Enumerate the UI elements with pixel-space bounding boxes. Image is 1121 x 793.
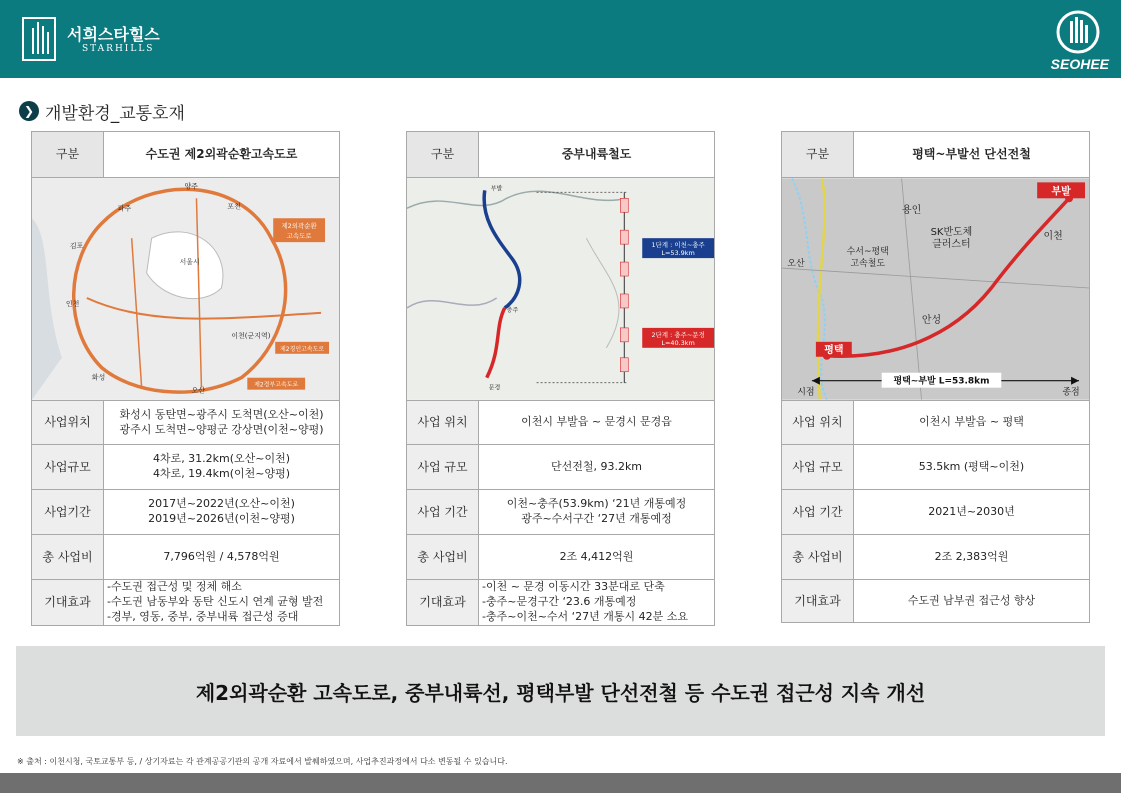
row-label: 사업 규모 — [407, 445, 479, 490]
brand-name: 서희스타힐스 — [67, 25, 160, 44]
svg-text:부발: 부발 — [1051, 186, 1071, 198]
summary-banner — [16, 646, 1105, 736]
svg-text:평택~부발 L=53.8km: 평택~부발 L=53.8km — [893, 376, 990, 387]
brand-sub: STARHILLS — [82, 44, 155, 54]
row-label: 사업규모 — [32, 445, 104, 490]
expressway-map — [32, 178, 339, 400]
svg-text:충주: 충주 — [506, 306, 519, 314]
value-line: 화성시 동탄면~광주시 도척면(오산~이천) — [119, 407, 324, 421]
source-footnote: ※ 출처 : 이천시청, 국토교통부 등, / 상기자료는 각 관계공공기관의 공개 자료에서 발췌하였으며, 사업추진과정에서 다소 변동될 수 있습니다. — [17, 757, 508, 766]
svg-text:제2경부고속도로: 제2경부고속도로 — [254, 381, 299, 389]
panel-pyeongtaek-bubal — [781, 131, 1090, 623]
header-label: 구분 — [407, 132, 479, 178]
row-value — [104, 445, 340, 490]
row-label: 사업 기간 — [407, 490, 479, 535]
value-line: -수도권 남동부와 동탄 신도시 연계 균형 발전 — [107, 594, 324, 608]
map-cell — [32, 178, 340, 401]
railway-map — [407, 178, 714, 400]
svg-text:용인: 용인 — [901, 205, 922, 217]
svg-text:1단계 : 이천~충주: 1단계 : 이천~충주 — [651, 241, 705, 250]
row-value: 2조 4,412억원 — [479, 535, 715, 580]
row-value: 수도권 남부권 접근성 향상 — [854, 580, 1090, 623]
svg-text:L=53.9km: L=53.9km — [661, 249, 695, 258]
svg-text:포천: 포천 — [227, 202, 241, 211]
row-label: 총 사업비 — [782, 535, 854, 580]
svg-text:오산: 오산 — [787, 259, 805, 270]
panel-title: 평택~부발선 단선전철 — [854, 132, 1090, 178]
row-label: 기대효과 — [782, 580, 854, 623]
svg-text:수서~평택: 수서~평택 — [846, 247, 889, 258]
header-label: 구분 — [32, 132, 104, 178]
value-line: -경부, 영동, 중부, 중부내륙 접근성 증대 — [107, 609, 299, 623]
row-value: 단선전철, 93.2km — [479, 445, 715, 490]
value-line: 2019년~2026년(이천~양평) — [148, 512, 295, 525]
svg-text:오산: 오산 — [191, 386, 205, 395]
row-label: 사업위치 — [32, 401, 104, 445]
svg-text:클러스터: 클러스터 — [932, 239, 971, 251]
svg-text:고속도로: 고속도로 — [286, 232, 312, 241]
row-label: 사업기간 — [32, 490, 104, 535]
svg-text:서울시: 서울시 — [179, 258, 200, 267]
row-label: 총 사업비 — [32, 535, 104, 580]
row-label: 총 사업비 — [407, 535, 479, 580]
panel-jungbu-railway — [406, 131, 715, 626]
section-heading — [19, 99, 185, 123]
svg-text:L=40.3km: L=40.3km — [661, 338, 695, 347]
row-label: 사업 기간 — [782, 490, 854, 535]
row-label: 기대효과 — [32, 580, 104, 626]
svg-text:김포: 김포 — [69, 242, 84, 251]
value-line: 광주시 도척면~양평군 강상면(이천~양평) — [119, 422, 324, 436]
row-label: 사업 위치 — [782, 401, 854, 445]
svg-text:제2외곽순환: 제2외곽순환 — [281, 222, 317, 231]
panel-title: 중부내륙철도 — [479, 132, 715, 178]
value-line: -충주~이천~수서 ‘27년 개통시 42분 소요 — [482, 609, 689, 623]
footer-bar — [0, 773, 1121, 793]
seohee-logo-icon — [1053, 9, 1103, 59]
row-label: 사업 규모 — [782, 445, 854, 490]
section-title: 개발환경_교통호재 — [45, 103, 185, 124]
row-label: 기대효과 — [407, 580, 479, 626]
starhills-logo-icon — [22, 17, 56, 61]
row-value — [104, 401, 340, 445]
row-value: 2021년~2030년 — [854, 490, 1090, 535]
row-value — [104, 580, 340, 626]
value-line: -충주~문경구간 ‘23.6 개통예정 — [482, 594, 637, 608]
map-cell — [407, 178, 715, 401]
row-label: 사업 위치 — [407, 401, 479, 445]
row-value: 7,796억원 / 4,578억원 — [104, 535, 340, 580]
value-line: 광주~수서구간 ‘27년 개통예정 — [521, 512, 672, 525]
svg-text:이천: 이천 — [1043, 231, 1063, 243]
header-bar — [0, 0, 1121, 78]
map-cell — [782, 178, 1090, 401]
row-value: 이천시 부발읍 ~ 평택 — [854, 401, 1090, 445]
svg-text:2단계 : 충주~문경: 2단계 : 충주~문경 — [651, 330, 705, 339]
value-line: 2017년~2022년(오산~이천) — [148, 497, 295, 511]
svg-text:고속철도: 고속철도 — [850, 259, 886, 270]
panel-title: 수도권 제2외곽순환고속도로 — [104, 132, 340, 178]
banner-text: 제2외곽순환 고속도로, 중부내륙선, 평택부발 단선전철 등 수도권 접근성 지속 개선 — [195, 680, 926, 705]
svg-text:이천(군지역): 이천(군지역) — [231, 331, 271, 340]
pyeongtaek-map — [782, 178, 1089, 400]
row-value — [479, 580, 715, 626]
svg-text:문경: 문경 — [488, 384, 501, 392]
row-value: 53.5km (평택~이천) — [854, 445, 1090, 490]
svg-text:종점: 종점 — [1062, 387, 1080, 398]
svg-text:제2경인고속도로: 제2경인고속도로 — [280, 345, 325, 353]
panel-ring-expressway — [31, 131, 340, 626]
svg-text:안성: 안성 — [921, 314, 942, 326]
svg-text:SK반도체: SK반도체 — [930, 227, 973, 239]
value-line: 이천~충주(53.9km) ‘21년 개통예정 — [506, 497, 687, 511]
row-value: 2조 2,383억원 — [854, 535, 1090, 580]
row-value — [479, 490, 715, 535]
corp-name: SEOHEE — [1050, 56, 1109, 72]
value-line: -이천 ~ 문경 이동시간 33분대로 단축 — [482, 580, 665, 593]
svg-text:평택: 평택 — [824, 344, 844, 356]
svg-text:부발: 부발 — [490, 185, 503, 193]
value-line: -수도권 접근성 및 정체 해소 — [107, 580, 242, 593]
svg-text:시점: 시점 — [797, 387, 815, 398]
header-label: 구분 — [782, 132, 854, 178]
row-value: 이천시 부발읍 ~ 문경시 문경읍 — [479, 401, 715, 445]
chevron-right-icon: ❯ — [19, 101, 39, 121]
svg-text:파주: 파주 — [117, 204, 132, 213]
row-value — [104, 490, 340, 535]
svg-text:화성: 화성 — [91, 373, 106, 382]
svg-text:인천: 인천 — [65, 299, 80, 308]
value-line: 4차로, 31.2km(오산~이천) — [152, 452, 291, 466]
value-line: 4차로, 19.4km(이천~양평) — [152, 467, 291, 480]
svg-text:양주: 양주 — [184, 182, 198, 191]
